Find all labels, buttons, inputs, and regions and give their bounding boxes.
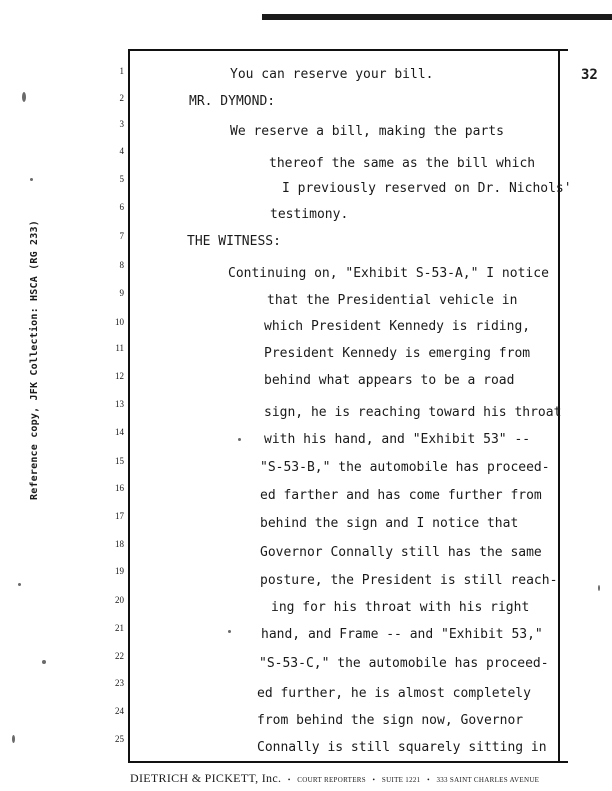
line-number: 2 — [119, 93, 124, 103]
line-number: 7 — [119, 231, 124, 241]
line-number: 23 — [115, 678, 124, 688]
transcript-line: from behind the sign now, Governor — [257, 713, 524, 728]
transcript-line: Governor Connally still has the same — [260, 545, 542, 560]
transcript-line: "S-53-B," the automobile has proceed- — [260, 460, 550, 475]
line-number: 13 — [115, 399, 124, 409]
transcript-line: Continuing on, "Exhibit S-53-A," I notice — [228, 266, 549, 281]
transcript-line: behind the sign and I notice that — [260, 516, 519, 531]
scan-speck — [228, 630, 231, 633]
transcript-line: Connally is still squarely sitting in — [257, 740, 547, 755]
line-number: 9 — [119, 288, 124, 298]
frame-left-border — [128, 49, 130, 763]
line-number: 16 — [115, 483, 124, 493]
scan-speck — [238, 438, 241, 441]
line-number: 6 — [119, 202, 124, 212]
line-number: 20 — [115, 595, 124, 605]
line-number: 5 — [119, 174, 124, 184]
line-number: 11 — [115, 343, 124, 353]
frame-top-border — [128, 49, 568, 51]
transcript-line: MR. DYMOND: — [189, 94, 276, 109]
transcript-line: You can reserve your bill. — [230, 67, 434, 82]
page-number: 32 — [581, 67, 598, 83]
scan-speck — [18, 583, 21, 586]
court-reporter-footer: DIETRICH & PICKETT, Inc. • COURT REPORTERS • SUITE 1221 • 333 SAINT CHARLES AVENUE — [130, 771, 540, 785]
transcript-line: thereof the same as the bill which — [269, 156, 536, 171]
transcript-line: I previously reserved on Dr. Nichols' — [282, 181, 572, 196]
transcript-line: which President Kennedy is riding, — [264, 319, 531, 334]
scan-speck — [42, 660, 46, 664]
scan-speck — [30, 178, 33, 181]
line-number: 1 — [119, 66, 124, 76]
line-number: 14 — [115, 427, 124, 437]
line-number: 10 — [115, 317, 124, 327]
transcript-line: We reserve a bill, making the parts — [230, 124, 504, 139]
line-number: 25 — [115, 734, 124, 744]
scan-speck — [22, 92, 26, 102]
firm-name: DIETRICH & PICKETT, Inc. — [130, 771, 282, 785]
line-number: 3 — [119, 119, 124, 129]
footer-address: 333 SAINT CHARLES AVENUE — [436, 776, 540, 784]
scan-speck — [12, 735, 15, 743]
line-number: 8 — [119, 260, 124, 270]
line-number: 18 — [115, 539, 124, 549]
transcript-line: that the Presidential vehicle in — [267, 293, 518, 308]
line-number: 4 — [119, 146, 124, 156]
line-number: 21 — [115, 623, 124, 633]
line-number: 15 — [115, 456, 124, 466]
transcript-line: testimony. — [270, 207, 349, 222]
top-rule — [262, 14, 612, 20]
transcript-line: President Kennedy is emerging from — [264, 346, 531, 361]
line-number: 17 — [115, 511, 124, 521]
transcript-line: sign, he is reaching toward his throat — [264, 405, 562, 420]
transcript-line: THE WITNESS: — [187, 234, 281, 249]
line-number: 12 — [115, 371, 124, 381]
transcript-line: "S-53-C," the automobile has proceed- — [259, 656, 549, 671]
reference-stamp: Reference copy, JFK Collection: HSCA (RG 233) — [29, 220, 40, 500]
transcript-line: ing for his throat with his right — [271, 600, 530, 615]
line-number: 19 — [115, 566, 124, 576]
transcript-line: behind what appears to be a road — [264, 373, 515, 388]
line-number: 24 — [115, 706, 124, 716]
scan-speck — [598, 585, 600, 591]
frame-bottom-border — [128, 761, 568, 763]
transcript-line: with his hand, and "Exhibit 53" -- — [264, 432, 531, 447]
line-number: 22 — [115, 651, 124, 661]
transcript-line: posture, the President is still reach- — [260, 573, 558, 588]
transcript-line: ed further, he is almost completely — [257, 686, 531, 701]
footer-reporters: COURT REPORTERS — [297, 776, 366, 784]
transcript-line: hand, and Frame -- and "Exhibit 53," — [261, 627, 543, 642]
footer-suite: SUITE 1221 — [381, 776, 421, 784]
transcript-line: ed farther and has come further from — [260, 488, 542, 503]
